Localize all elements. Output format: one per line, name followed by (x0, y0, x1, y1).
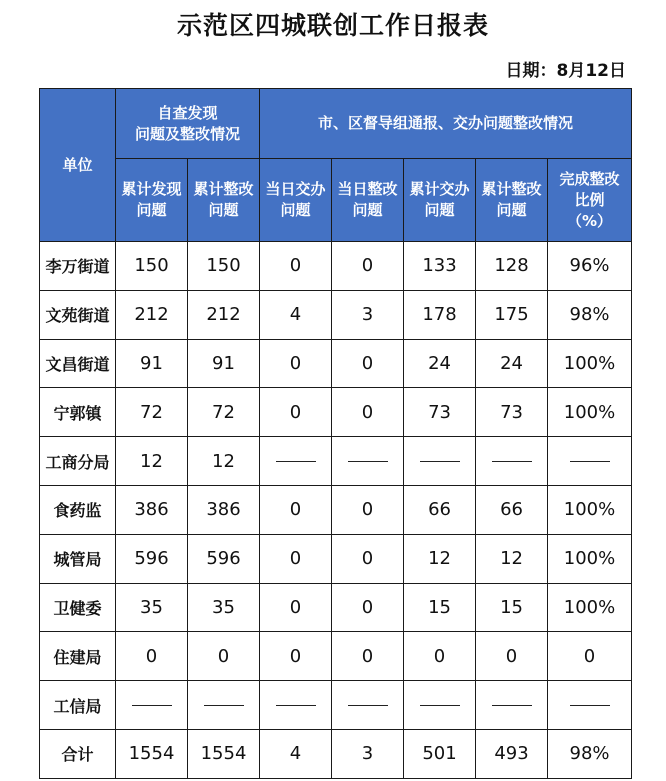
cell-unit: 合计 (40, 729, 116, 778)
cell-value: 0 (332, 388, 404, 437)
header-group-self-check (116, 89, 260, 159)
dash-placeholder (132, 705, 172, 706)
table-row (40, 729, 632, 778)
header-col-completion-ratio (548, 159, 632, 242)
header-col-cumulative-assigned (404, 159, 476, 242)
table-row (40, 242, 632, 291)
cell-value: 66 (476, 485, 548, 534)
dash-placeholder (204, 705, 244, 706)
cell-value: 0 (260, 534, 332, 583)
cell-value (260, 681, 332, 730)
cell-value: 0 (332, 583, 404, 632)
cell-value: 175 (476, 290, 548, 339)
cell-value: 12 (116, 437, 188, 486)
cell-value: 128 (476, 242, 548, 291)
cell-value: 72 (116, 388, 188, 437)
cell-value (404, 437, 476, 486)
header-col-line2: 问题 (352, 201, 383, 219)
cell-value (548, 681, 632, 730)
cell-value: 386 (188, 485, 260, 534)
cell-value (260, 437, 332, 486)
table-body (40, 242, 632, 779)
cell-value: 0 (116, 632, 188, 681)
cell-unit: 工信局 (40, 681, 116, 730)
cell-unit: 宁郭镇 (40, 388, 116, 437)
header-col-line3: （%） (567, 211, 613, 230)
cell-unit: 文苑街道 (40, 290, 116, 339)
cell-value: 0 (332, 242, 404, 291)
header-col-line2: 比例 (574, 190, 605, 209)
cell-value: 72 (188, 388, 260, 437)
cell-value: 4 (260, 290, 332, 339)
table-row (40, 681, 632, 730)
header-col-line1: 累计发现 (121, 180, 182, 198)
cell-value: 0 (404, 632, 476, 681)
cell-value: 133 (404, 242, 476, 291)
cell-value: 0 (260, 339, 332, 388)
cell-unit: 食药监 (40, 485, 116, 534)
header-col-line1: 完成整改 (559, 169, 620, 188)
cell-value: 212 (116, 290, 188, 339)
cell-value: 24 (404, 339, 476, 388)
cell-value: 98% (548, 290, 632, 339)
report-title: 示范区四城联创工作日报表 (176, 11, 489, 40)
cell-value: 100% (548, 485, 632, 534)
cell-value: 0 (260, 583, 332, 632)
header-col-cumulative-found (116, 159, 188, 242)
table-row (40, 534, 632, 583)
cell-value: 73 (476, 388, 548, 437)
cell-value: 98% (548, 729, 632, 778)
cell-value: 501 (404, 729, 476, 778)
table-row (40, 583, 632, 632)
cell-unit: 李万街道 (40, 242, 116, 291)
cell-unit: 工商分局 (40, 437, 116, 486)
table-row (40, 485, 632, 534)
cell-value: 100% (548, 534, 632, 583)
report-date: 日期：8月12日 (505, 61, 626, 81)
cell-value: 91 (116, 339, 188, 388)
header-col-line2: 问题 (208, 201, 239, 219)
dash-placeholder (570, 705, 610, 706)
cell-unit: 文昌街道 (40, 339, 116, 388)
cell-value (404, 681, 476, 730)
cell-unit: 卫健委 (40, 583, 116, 632)
cell-value: 0 (260, 388, 332, 437)
cell-value: 12 (404, 534, 476, 583)
cell-value: 12 (476, 534, 548, 583)
table-row (40, 632, 632, 681)
table-row (40, 437, 632, 486)
cell-value: 100% (548, 583, 632, 632)
table-row (40, 290, 632, 339)
header-col-line1: 累计整改 (481, 180, 542, 198)
cell-unit: 城管局 (40, 534, 116, 583)
cell-value: 0 (476, 632, 548, 681)
cell-value: 35 (188, 583, 260, 632)
cell-value: 0 (332, 534, 404, 583)
cell-value: 91 (188, 339, 260, 388)
dash-placeholder (492, 705, 532, 706)
cell-value: 0 (332, 339, 404, 388)
cell-value: 386 (116, 485, 188, 534)
cell-value: 212 (188, 290, 260, 339)
dash-placeholder (348, 461, 388, 462)
cell-value: 178 (404, 290, 476, 339)
header-group-supervision: 市、区督导组通报、交办问题整改情况 (260, 89, 632, 159)
cell-value: 596 (188, 534, 260, 583)
cell-value (476, 681, 548, 730)
dash-placeholder (420, 461, 460, 462)
cell-value: 100% (548, 339, 632, 388)
cell-value: 4 (260, 729, 332, 778)
dash-placeholder (348, 705, 388, 706)
header-col-cumulative-fixed-assigned (476, 159, 548, 242)
cell-value: 0 (260, 242, 332, 291)
header-col-line1: 累计交办 (409, 180, 470, 198)
cell-value: 596 (116, 534, 188, 583)
cell-value: 73 (404, 388, 476, 437)
cell-value: 35 (116, 583, 188, 632)
cell-value: 15 (404, 583, 476, 632)
cell-value (476, 437, 548, 486)
cell-value: 150 (116, 242, 188, 291)
dash-placeholder (276, 705, 316, 706)
daily-report-table (39, 88, 632, 779)
dash-placeholder (570, 461, 610, 462)
header-group-self-line2: 问题及整改情况 (135, 124, 241, 143)
cell-value: 96% (548, 242, 632, 291)
dash-placeholder (492, 461, 532, 462)
cell-value: 3 (332, 729, 404, 778)
table-row (40, 388, 632, 437)
cell-value (116, 681, 188, 730)
cell-value: 0 (260, 632, 332, 681)
cell-value: 12 (188, 437, 260, 486)
table-header (40, 89, 632, 242)
cell-value (332, 681, 404, 730)
header-col-line2: 问题 (136, 201, 167, 219)
header-col-line2: 问题 (424, 201, 455, 219)
header-col-daily-fixed (332, 159, 404, 242)
header-col-line1: 累计整改 (193, 180, 254, 198)
cell-value: 150 (188, 242, 260, 291)
cell-value: 0 (332, 485, 404, 534)
cell-value: 0 (548, 632, 632, 681)
cell-value: 3 (332, 290, 404, 339)
header-col-line2: 问题 (496, 201, 527, 219)
header-group-self-line1: 自查发现 (157, 103, 218, 122)
cell-value: 15 (476, 583, 548, 632)
header-col-cumulative-fixed (188, 159, 260, 242)
cell-value: 100% (548, 388, 632, 437)
cell-value: 493 (476, 729, 548, 778)
cell-value: 1554 (116, 729, 188, 778)
header-col-line2: 问题 (280, 201, 311, 219)
cell-unit: 住建局 (40, 632, 116, 681)
dash-placeholder (420, 705, 460, 706)
dash-placeholder (276, 461, 316, 462)
table-row (40, 339, 632, 388)
cell-value: 0 (188, 632, 260, 681)
header-unit: 单位 (40, 89, 116, 242)
cell-value (332, 437, 404, 486)
cell-value (548, 437, 632, 486)
cell-value (188, 681, 260, 730)
header-col-daily-assigned (260, 159, 332, 242)
cell-value: 66 (404, 485, 476, 534)
header-col-line1: 当日交办 (265, 180, 326, 198)
cell-value: 0 (260, 485, 332, 534)
header-col-line1: 当日整改 (337, 180, 398, 198)
cell-value: 24 (476, 339, 548, 388)
cell-value: 1554 (188, 729, 260, 778)
cell-value: 0 (332, 632, 404, 681)
